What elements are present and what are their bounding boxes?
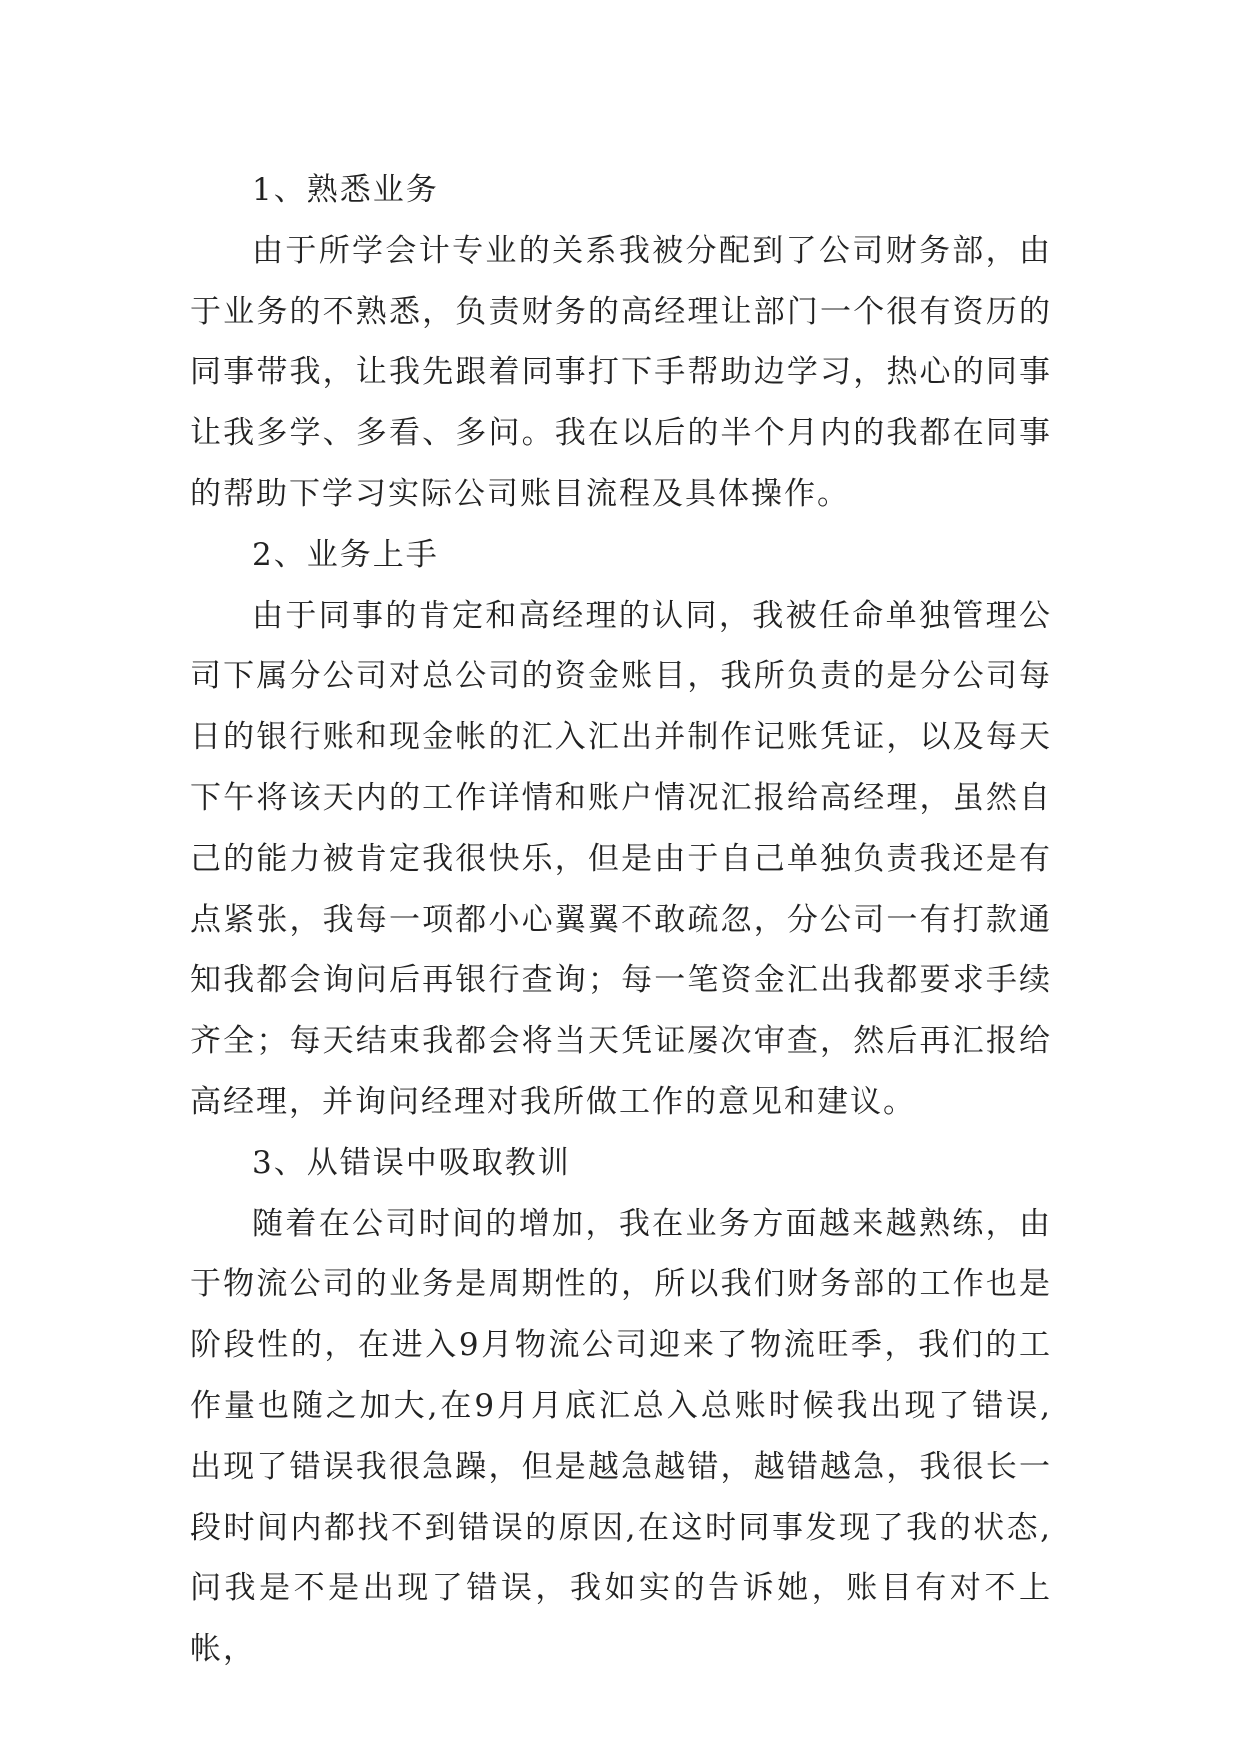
section-paragraph-3: 随着在公司时间的增加，我在业务方面越来越熟练，由于物流公司的业务是周期性的，所以我们财务部的工作也是阶段性的，在进入9月物流公司迎来了物流旺季，我们的工作量也随之加大,在9月月底汇总入总账时候我出现了错误,出现了错误我很急躁，但是越急越错，越错越急，我很长一段时间内都找不到错误的原因,在这时同事发现了我的状态,问我是不是出现了错误，我如实的告诉她，账目有对不上帐， (190, 1205, 1052, 1668)
section-paragraph-1: 由于所学会计专业的关系我被分配到了公司财务部，由于业务的不熟悉，负责财务的高经理让部门一个很有资历的同事带我，让我先跟着同事打下手帮助边学习，热心的同事让我多学、多看、多问。我在以后的半个月内的我都在同事的帮助下学习实际公司账目流程及具体操作。 (190, 232, 1052, 512)
section-heading-3: 3、从错误中吸取教训 (252, 1144, 571, 1181)
section-paragraph-2: 由于同事的肯定和高经理的认同，我被任命单独管理公司下属分公司对总公司的资金账目，我所负责的是分公司每日的银行账和现金帐的汇入汇出并制作记账凭证，以及每天下午将该天内的工作详情和账户情况汇报给高经理，虽然自己的能力被肯定我很快乐，但是由于自己单独负责我还是有点紧张，我每一项都小心翼翼不敢疏忽，分公司一有打款通知我都会询问后再银行查询；每一笔资金汇出我都要求手续齐全；每天结束我都会将当天凭证屡次审查，然后再汇报给高经理，并询问经理对我所做工作的意见和建议。 (190, 597, 1052, 1120)
document-body (190, 160, 1052, 1680)
section-heading-2: 2、业务上手 (252, 536, 439, 573)
section-heading-1: 1、熟悉业务 (252, 172, 439, 208)
